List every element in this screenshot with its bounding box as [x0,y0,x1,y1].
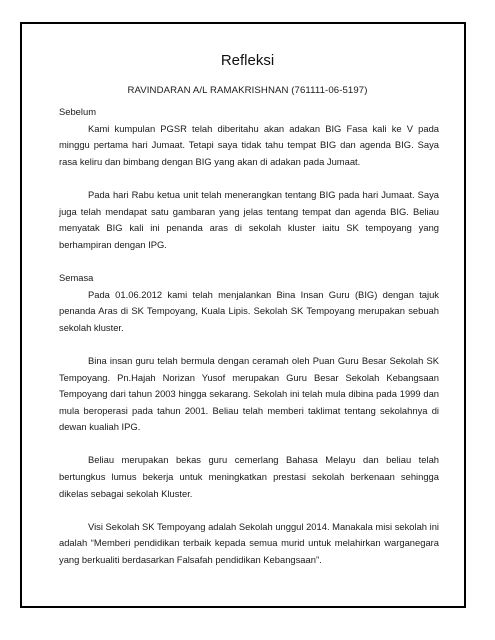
paragraph-text: Bina insan guru telah bermula dengan ceramah oleh Puan Guru Besar Sekolah SK Tempoyang. Pn.Hajah Norizan Yusof merupakan Guru Besar Sekolah Kebangsaan Tempoyang dari tahun 2003 hingga sekarang. Sekolah ini telah mula dibina pada 1999 dan mula beroperasi pada tahun 2001. Beliau telah memberi taklimat tentang sekolahnya di dewan kualiah IPG. [59,354,439,433]
paragraph-text: Pada hari Rabu ketua unit telah menerangkan tentang BIG pada hari Jumaat. Saya juga telah mendapat satu gambaran yang jelas tentang tempat dan agenda BIG. Beliau menyatak BIG kali ini penanda aras di sekolah kluster iaitu SK tempoyang yang berhampiran dengan IPG. [59,188,439,250]
section-heading-semasa: Semasa [59,271,94,283]
paragraph [59,287,439,337]
section-heading-sebelum: Sebelum [59,106,97,117]
document-title: Refleksi [220,52,275,69]
paragraph-text: Pada 01.06.2012 kami telah menjalankan Bina Insan Guru (BIG) dengan tajuk penanda Aras di SK Tempoyang, Kuala Lipis. Sekolah SK Tempoyang merupakan sebuah sekolah kluster. [59,288,439,333]
paragraph [59,187,439,253]
author-line: RAVINDARAN A/L RAMAKRISHNAN (761111-06-5197) [127,85,368,96]
paragraph-text: Beliau merupakan bekas guru cemerlang Bahasa Melayu dan beliau telah bertungkus lumus bekerja untuk meningkatkan prestasi sekolah berkenaan sehingga dikelas sebagai sekolah Kluster. [59,454,439,499]
paragraph-text: Kami kumpulan PGSR telah diberitahu akan adakan BIG Fasa kali ke V pada minggu pertama hari Jumaat. Tetapi saya tidak tahu tempat BIG dan agenda BIG. Saya rasa keliru dan bimbang dengan BIG yang akan di adakan pada Jumaat. [59,122,439,167]
paragraph [59,353,439,436]
paragraph [59,121,439,171]
paragraph [59,519,439,569]
document-body [59,104,439,569]
paragraph-text: Visi Sekolah SK Tempoyang adalah Sekolah unggul 2014. Manakala misi sekolah ini adalah “Memberi pendidikan terbaik kepada semua murid untuk melahirkan warganegara yang berkualiti berdasarkan Falsafah pendidikan Kebangsaan”. [59,520,439,566]
paragraph [59,452,439,502]
